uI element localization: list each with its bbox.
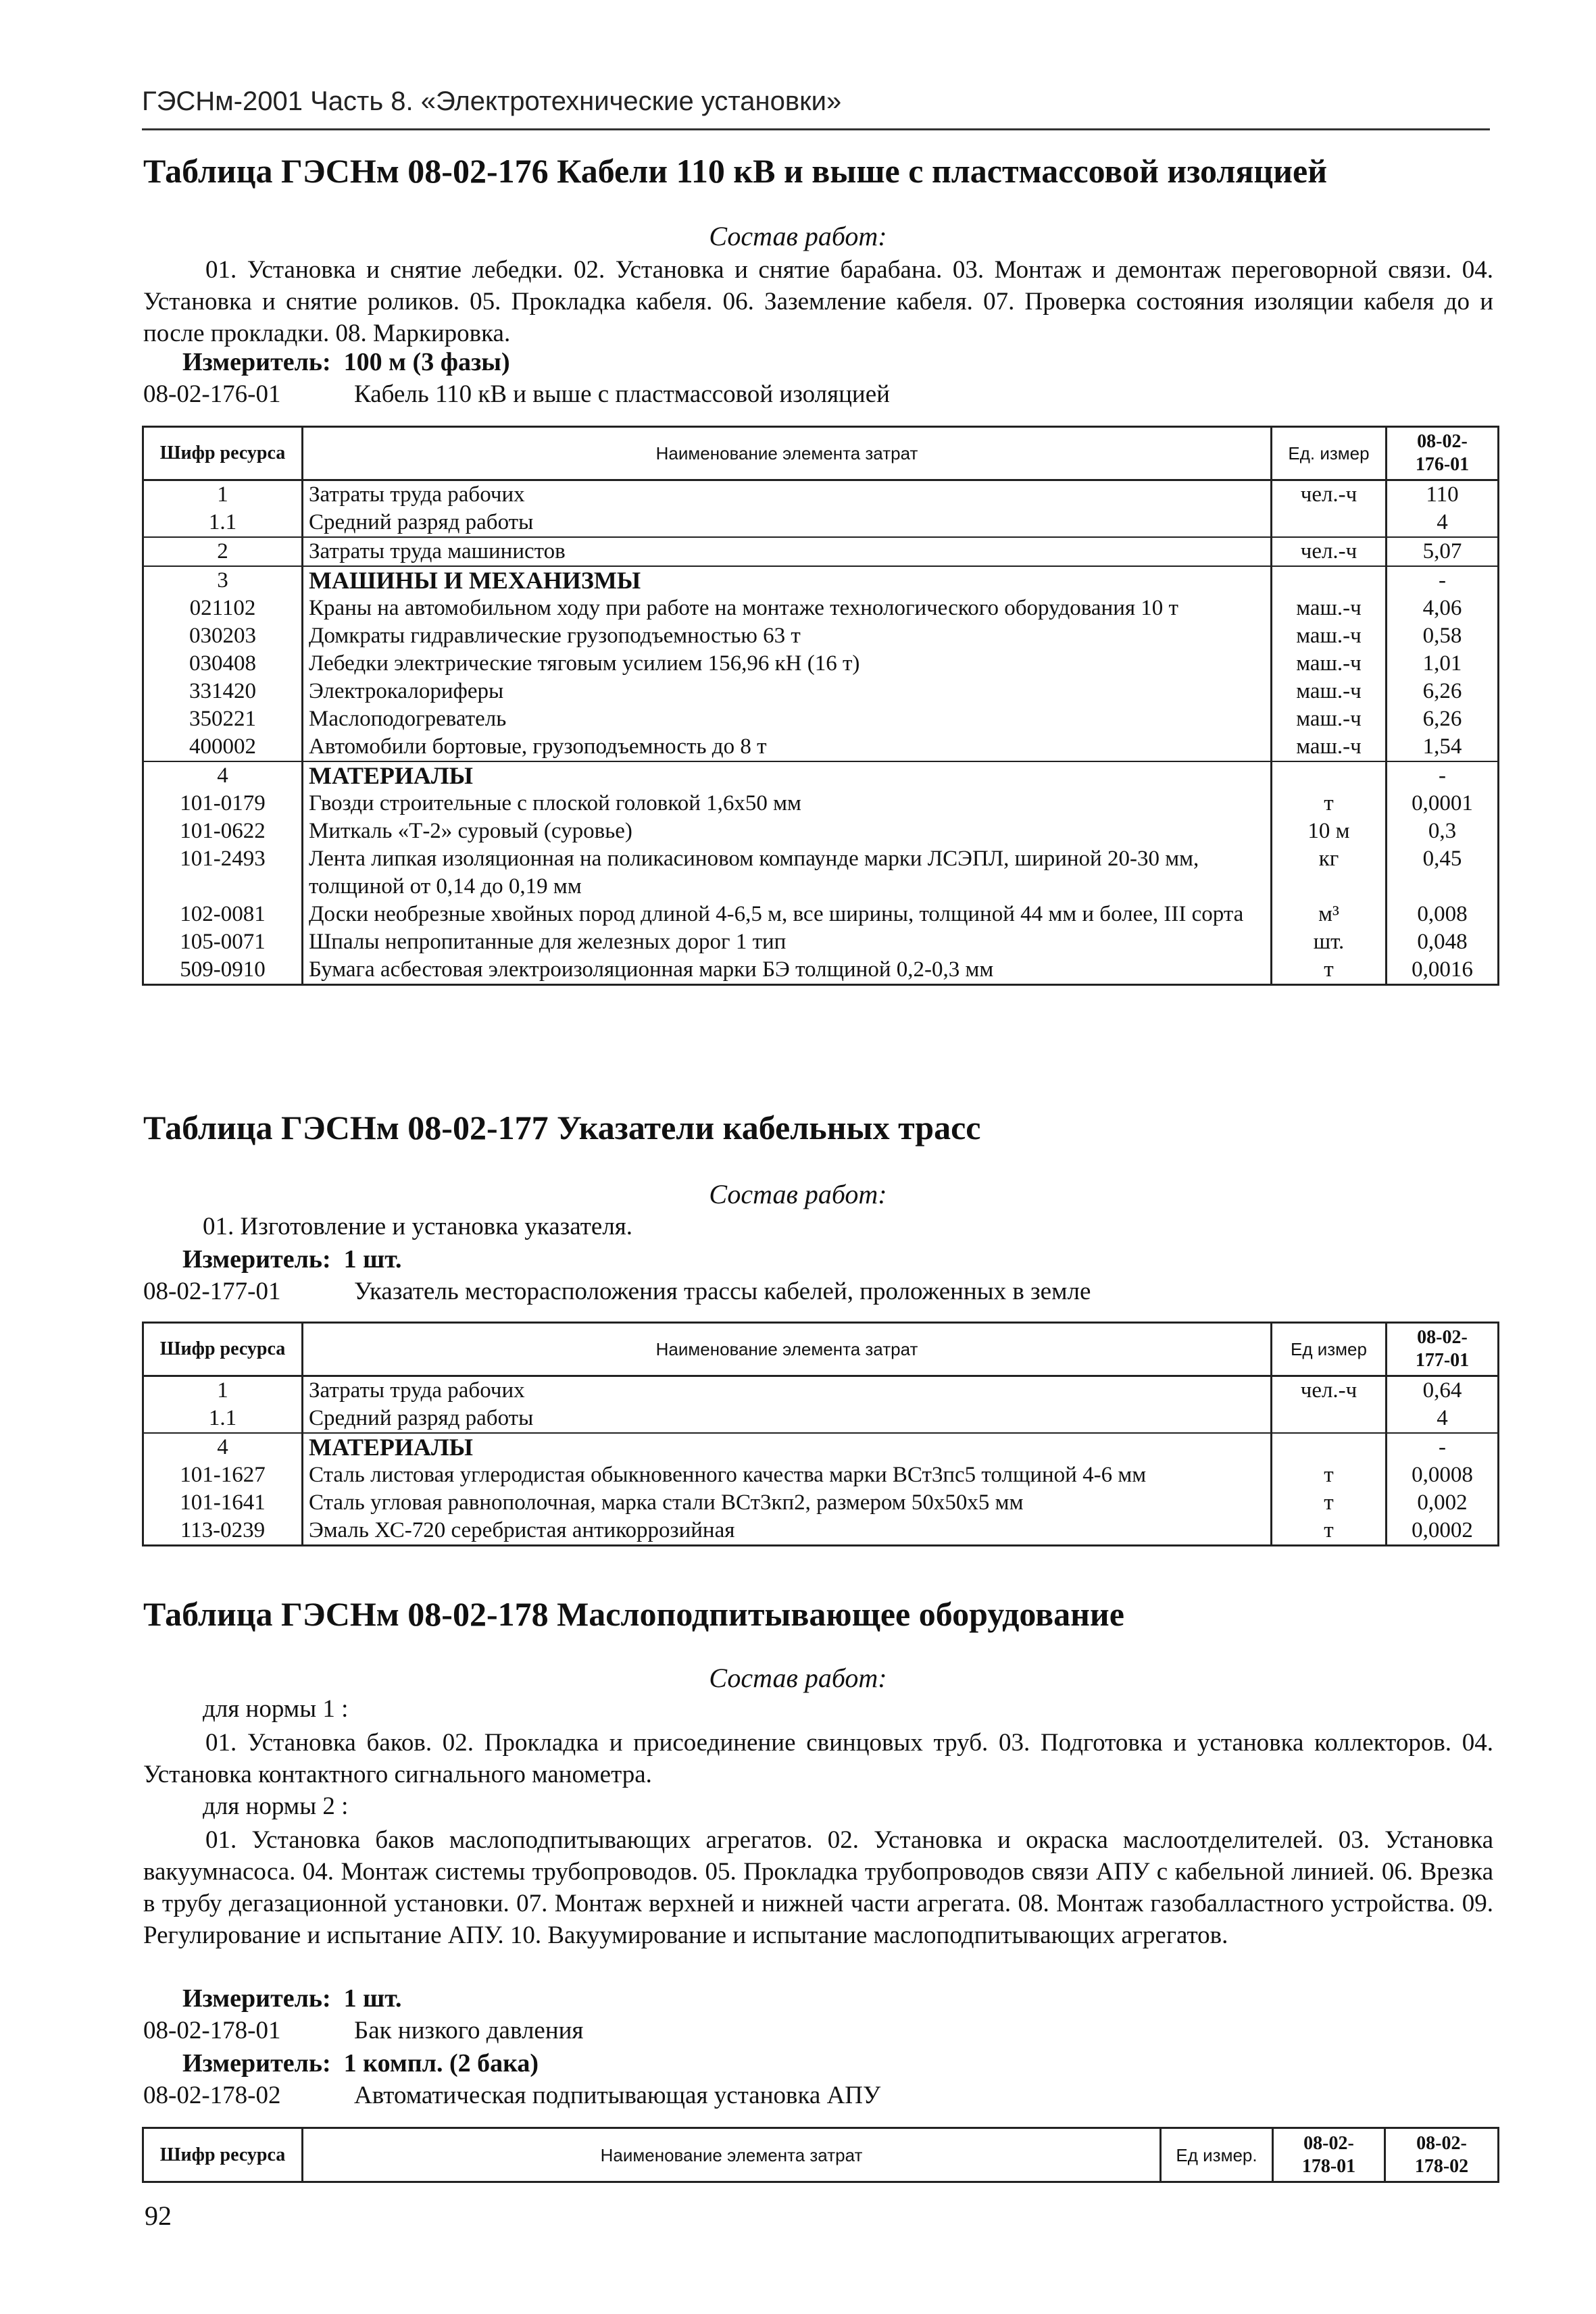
cost-element-name: Домкраты гидравлические грузоподъемностью 63 т	[303, 622, 1272, 650]
unit	[1272, 509, 1387, 537]
cost-element-name: Средний разряд работы	[303, 509, 1272, 537]
unit: шт.	[1272, 928, 1387, 956]
table-row	[143, 537, 1499, 566]
cost-element-name: Лебедки электрические тяговым усилием 156,96 кН (16 т)	[303, 650, 1272, 678]
t178-norm-2-name: Автоматическая подпитывающая установка АПУ	[354, 2082, 881, 2109]
norm-value: -	[1387, 566, 1499, 595]
header-name: Наименование элемента затрат	[303, 1323, 1272, 1376]
t176-measure-label: Измеритель:	[182, 348, 331, 376]
cost-element-name: Электрокалориферы	[303, 678, 1272, 705]
header-rule	[142, 128, 1490, 130]
table-row	[143, 566, 1499, 595]
table-row	[143, 1461, 1499, 1489]
table-row	[143, 790, 1499, 818]
t178-norm-1-name: Бак низкого давления	[354, 2017, 584, 2044]
t178-measure-2-value: 1 компл. (2 бака)	[343, 2049, 539, 2078]
resource-code: 101-2493	[143, 845, 303, 901]
t177-measure	[182, 1244, 402, 1274]
resource-code: 030203	[143, 622, 303, 650]
table-row	[143, 1376, 1499, 1405]
header-norm-value-1: 08-02- 178-01	[1273, 2128, 1385, 2182]
norm-value: 0,048	[1387, 928, 1499, 956]
unit: чел.-ч	[1272, 1376, 1387, 1405]
unit: маш.-ч	[1272, 705, 1387, 733]
norm-value: 1,54	[1387, 733, 1499, 761]
resource-code: 030408	[143, 650, 303, 678]
cost-element-name: Затраты труда рабочих	[303, 1376, 1272, 1405]
t178-for-norm-2: для нормы 2 :	[203, 1792, 349, 1820]
table-row	[143, 678, 1499, 705]
table-row	[143, 845, 1499, 901]
cost-element-name: МАТЕРИАЛЫ	[303, 1433, 1272, 1461]
norm-value: 0,45	[1387, 845, 1499, 901]
table-row	[143, 509, 1499, 537]
cost-element-name: Сталь угловая равнополочная, марка стали ВСт3кп2, размером 50х50х5 мм	[303, 1489, 1272, 1517]
t176-sostav-heading: Состав работ:	[709, 221, 887, 251]
cost-element-name: Краны на автомобильном ходу при работе на монтаже технологического оборудования 10 т	[303, 595, 1272, 622]
t178-norm-2-code: 08-02-178-02	[143, 2082, 281, 2109]
norm-value: 0,0016	[1387, 956, 1499, 985]
table-row	[143, 622, 1499, 650]
resource-code: 101-0179	[143, 790, 303, 818]
cost-element-name: Затраты труда машинистов	[303, 537, 1272, 566]
cost-element-name: Гвозди строительные с плоской головкой 1,6х50 мм	[303, 790, 1272, 818]
cost-element-name: МАТЕРИАЛЫ	[303, 761, 1272, 790]
table-176	[142, 426, 1499, 986]
resource-code: 400002	[143, 733, 303, 761]
unit: маш.-ч	[1272, 595, 1387, 622]
cost-element-name: Миткаль «Т-2» суровый (суровье)	[303, 818, 1272, 845]
resource-code: 101-1641	[143, 1489, 303, 1517]
table-row	[143, 650, 1499, 678]
norm-value: 1,01	[1387, 650, 1499, 678]
header-unit: Ед измер	[1272, 1323, 1387, 1376]
t178-measure-2-label: Измеритель:	[182, 2049, 331, 2078]
resource-code: 1.1	[143, 1405, 303, 1433]
norm-value: 5,07	[1387, 537, 1499, 566]
table-177-header	[143, 1323, 1499, 1376]
header-name: Наименование элемента затрат	[303, 2128, 1161, 2182]
table-row	[143, 1489, 1499, 1517]
unit: м³	[1272, 901, 1387, 928]
cost-element-name: Средний разряд работы	[303, 1405, 1272, 1433]
header-norm-value-2: 08-02- 178-02	[1385, 2128, 1499, 2182]
resource-code: 4	[143, 1433, 303, 1461]
table-177-title: Таблица ГЭСНм 08-02-177 Указатели кабельных трасс	[143, 1109, 981, 1147]
t176-work-description: 01. Установка и снятие лебедки. 02. Установка и снятие барабана. 03. Монтаж и демонтаж переговорной связи. 04. Установка и снятие роликов. 05. Прокладка кабеля. 06. Заземление кабеля. 07. Проверка состояния изоляции кабеля до и после прокладки. 08. Маркировка.	[143, 256, 1493, 347]
norm-value: 0,0001	[1387, 790, 1499, 818]
table-row	[143, 928, 1499, 956]
unit	[1272, 566, 1387, 595]
header-code: Шифр ресурса	[143, 427, 303, 480]
t177-measure-label: Измеритель:	[182, 1245, 331, 1274]
t178-measure-1-label: Измеритель:	[182, 1984, 331, 2013]
norm-value: 0,3	[1387, 818, 1499, 845]
table-row	[143, 901, 1499, 928]
t178-measure-1	[182, 1984, 402, 2013]
t178-norm-1-code: 08-02-178-01	[143, 2017, 281, 2044]
t178-sostav-heading: Состав работ:	[709, 1663, 887, 1693]
unit	[1272, 761, 1387, 790]
cost-element-name: МАШИНЫ И МЕХАНИЗМЫ	[303, 566, 1272, 595]
unit: чел.-ч	[1272, 480, 1387, 509]
t176-norm-code: 08-02-176-01	[143, 380, 281, 408]
cost-element-name: Шпалы непропитанные для железных дорог 1 тип	[303, 928, 1272, 956]
unit: маш.-ч	[1272, 622, 1387, 650]
unit: 10 м	[1272, 818, 1387, 845]
table-176-header	[143, 427, 1499, 480]
t177-norm-line	[143, 1277, 1091, 1306]
resource-code: 113-0239	[143, 1517, 303, 1546]
norm-value: -	[1387, 1433, 1499, 1461]
page-number: 92	[145, 2200, 172, 2231]
unit: т	[1272, 1461, 1387, 1489]
table-row	[143, 1517, 1499, 1546]
unit: чел.-ч	[1272, 537, 1387, 566]
resource-code: 101-0622	[143, 818, 303, 845]
table-176-title: Таблица ГЭСНм 08-02-176 Кабели 110 кВ и выше с пластмассовой изоляцией	[143, 152, 1328, 190]
unit: маш.-ч	[1272, 733, 1387, 761]
t178-measure-2	[182, 2048, 539, 2078]
t178-norm-2-line	[143, 2081, 880, 2110]
norm-value: -	[1387, 761, 1499, 790]
norm-value: 4	[1387, 1405, 1499, 1433]
unit	[1272, 1405, 1387, 1433]
table-row	[143, 1405, 1499, 1433]
norm-value: 110	[1387, 480, 1499, 509]
table-row	[143, 761, 1499, 790]
header-code: Шифр ресурса	[143, 1323, 303, 1376]
t178-work-description-2: 01. Установка баков маслоподпитывающих агрегатов. 02. Установка и окраска маслоотделителей. 03. Установка вакуумнасоса. 04. Монтаж системы трубопроводов. 05. Прокладка трубопроводов связи АПУ с кабельной линией. 06. Врезка в трубу дегазационной установки. 07. Монтаж верхней и нижней части агрегата. 08. Монтаж газобалластного устройства. 09. Регулирование и испытание АПУ. 10. Вакуумирование и испытание маслоподпитывающих агрегатов.	[143, 1826, 1493, 1949]
table-177	[142, 1322, 1499, 1546]
unit: маш.-ч	[1272, 650, 1387, 678]
table-178-header	[143, 2128, 1499, 2182]
table-row	[143, 956, 1499, 985]
norm-value: 0,008	[1387, 901, 1499, 928]
t178-norm-1-line	[143, 2016, 583, 2045]
t177-norm-code: 08-02-177-01	[143, 1278, 281, 1305]
header-norm-value: 08-02- 176-01	[1387, 427, 1499, 480]
unit: т	[1272, 790, 1387, 818]
table-row	[143, 595, 1499, 622]
resource-code: 509-0910	[143, 956, 303, 985]
norm-value: 0,0008	[1387, 1461, 1499, 1489]
unit	[1272, 1433, 1387, 1461]
table-row	[143, 705, 1499, 733]
norm-value: 0,58	[1387, 622, 1499, 650]
norm-value: 0,0002	[1387, 1517, 1499, 1546]
cost-element-name: Бумага асбестовая электроизоляционная марки БЭ толщиной 0,2-0,3 мм	[303, 956, 1272, 985]
norm-value: 0,64	[1387, 1376, 1499, 1405]
norm-value: 6,26	[1387, 705, 1499, 733]
unit: кг	[1272, 845, 1387, 901]
t176-norm-line	[143, 380, 890, 409]
header-unit: Ед измер.	[1161, 2128, 1273, 2182]
cost-element-name: Лента липкая изоляционная на поликасиновом компаунде марки ЛСЭПЛ, шириной 20-30 мм, толщиной от 0,14 до 0,19 мм	[303, 845, 1272, 901]
t178-measure-1-value: 1 шт.	[343, 1984, 402, 2013]
norm-value: 6,26	[1387, 678, 1499, 705]
resource-code: 101-1627	[143, 1461, 303, 1489]
running-header: ГЭСНм-2001 Часть 8. «Электротехнические установки»	[142, 86, 842, 116]
header-name: Наименование элемента затрат	[303, 427, 1272, 480]
resource-code: 1	[143, 1376, 303, 1405]
t178-work-description-1: 01. Установка баков. 02. Прокладка и присоединение свинцовых труб. 03. Подготовка и установка коллекторов. 04. Установка контактного сигнального манометра.	[143, 1729, 1493, 1788]
unit: т	[1272, 1517, 1387, 1546]
table-row	[143, 818, 1499, 845]
norm-value: 4	[1387, 509, 1499, 537]
resource-code: 331420	[143, 678, 303, 705]
resource-code: 1	[143, 480, 303, 509]
table-178-title: Таблица ГЭСНм 08-02-178 Маслоподпитывающее оборудование	[143, 1595, 1124, 1633]
cost-element-name: Автомобили бортовые, грузоподъемность до 8 т	[303, 733, 1272, 761]
resource-code: 1.1	[143, 509, 303, 537]
t177-work-description: 01. Изготовление и установка указателя.	[203, 1213, 633, 1240]
norm-value: 0,002	[1387, 1489, 1499, 1517]
t178-for-norm-1: для нормы 1 :	[203, 1695, 349, 1723]
norm-value: 4,06	[1387, 595, 1499, 622]
resource-code: 2	[143, 537, 303, 566]
t176-measure-value: 100 м (3 фазы)	[343, 348, 510, 376]
resource-code: 105-0071	[143, 928, 303, 956]
unit: маш.-ч	[1272, 678, 1387, 705]
table-row	[143, 1433, 1499, 1461]
t177-sostav-heading: Состав работ:	[709, 1179, 887, 1209]
unit: т	[1272, 956, 1387, 985]
resource-code: 102-0081	[143, 901, 303, 928]
resource-code: 4	[143, 761, 303, 790]
t176-measure	[182, 347, 510, 377]
header-norm-value: 08-02- 177-01	[1387, 1323, 1499, 1376]
header-unit: Ед. измер	[1272, 427, 1387, 480]
header-code: Шифр ресурса	[143, 2128, 303, 2182]
resource-code: 350221	[143, 705, 303, 733]
resource-code: 3	[143, 566, 303, 595]
unit: т	[1272, 1489, 1387, 1517]
t177-measure-value: 1 шт.	[343, 1245, 402, 1274]
cost-element-name: Затраты труда рабочих	[303, 480, 1272, 509]
table-178	[142, 2127, 1499, 2183]
resource-code: 021102	[143, 595, 303, 622]
cost-element-name: Сталь листовая углеродистая обыкновенного качества марки ВСт3пс5 толщиной 4-6 мм	[303, 1461, 1272, 1489]
t176-norm-name: Кабель 110 кВ и выше с пластмассовой изоляцией	[354, 380, 890, 408]
table-row	[143, 480, 1499, 509]
table-row	[143, 733, 1499, 761]
cost-element-name: Эмаль ХС-720 серебристая антикоррозийная	[303, 1517, 1272, 1546]
t177-norm-name: Указатель месторасположения трассы кабелей, проложенных в земле	[354, 1278, 1091, 1305]
cost-element-name: Маслоподогреватель	[303, 705, 1272, 733]
cost-element-name: Доски необрезные хвойных пород длиной 4-6,5 м, все ширины, толщиной 44 мм и более, III сорта	[303, 901, 1272, 928]
